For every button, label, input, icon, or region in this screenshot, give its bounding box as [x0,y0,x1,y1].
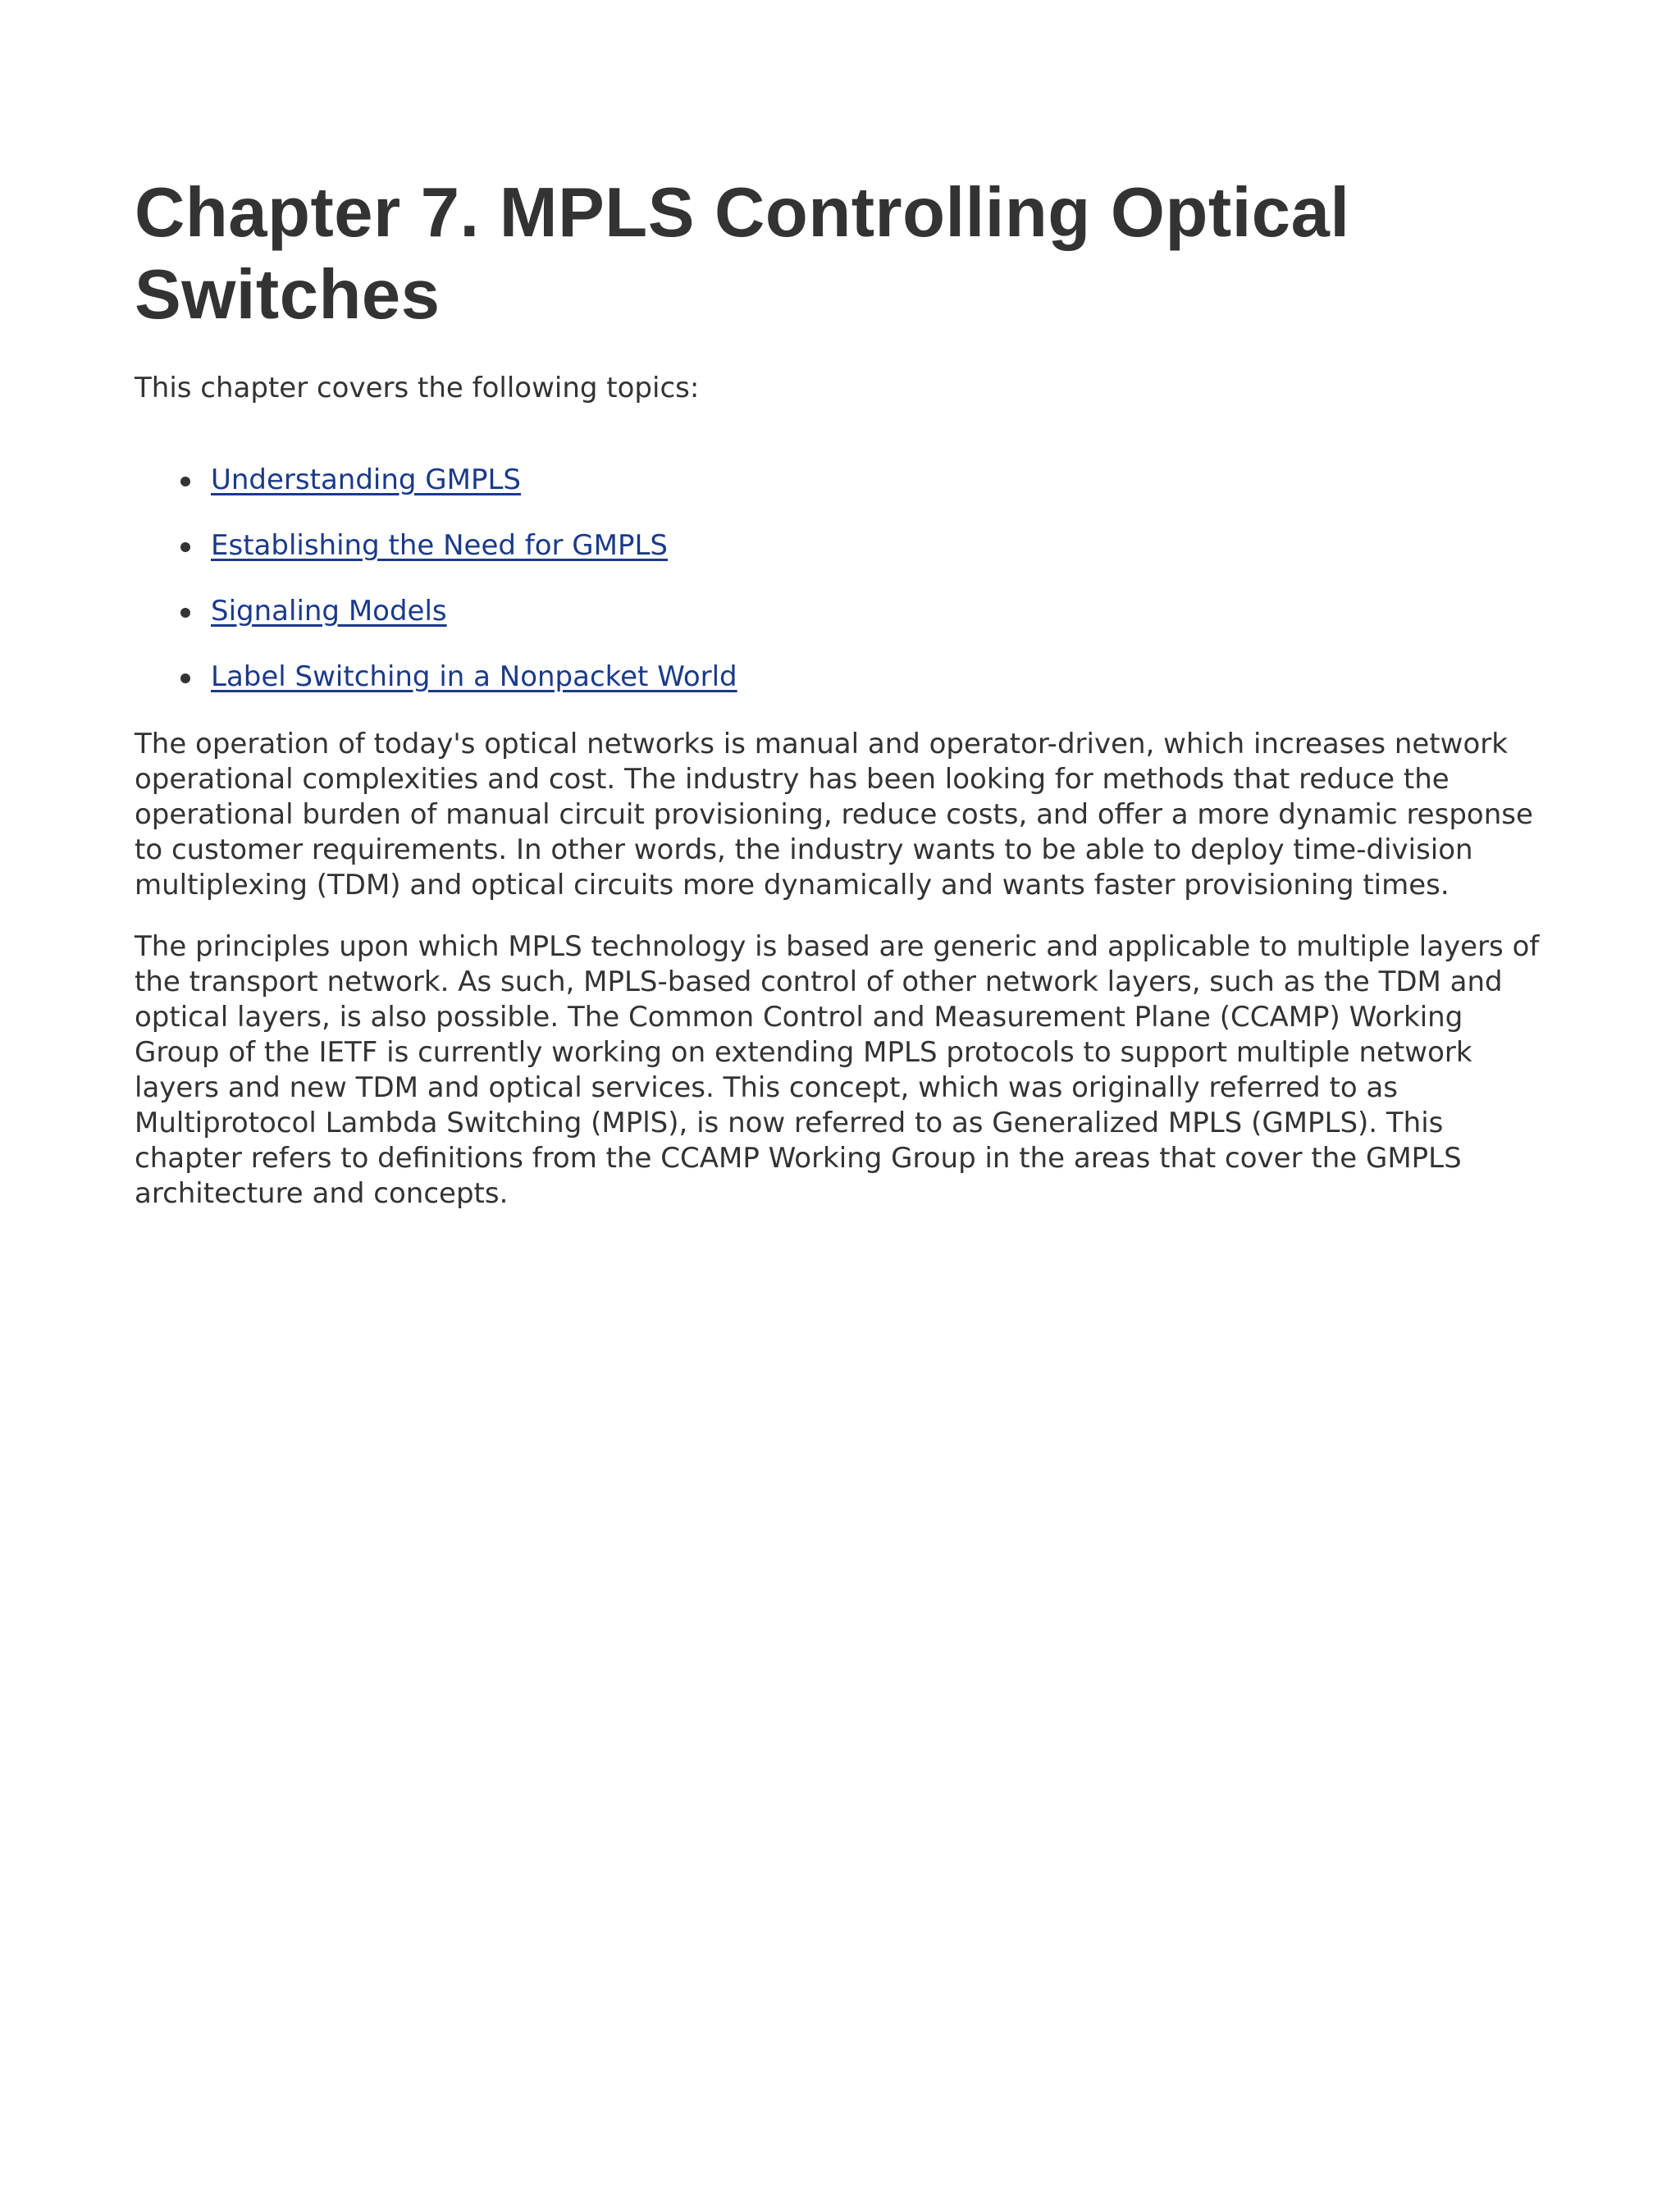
bullet-icon [180,673,190,683]
topics-list [135,454,1545,717]
list-item [135,586,1545,651]
topic-link-label-switching[interactable]: Label Switching in a Nonpacket World [211,660,737,693]
topic-link-establishing-need[interactable]: Establishing the Need for GMPLS [211,529,669,562]
topic-link-understanding-gmpls[interactable]: Understanding GMPLS [211,463,522,496]
body-paragraph-principles: The principles upon which MPLS technology is based are generic and applicable to multiple layers of the transport network. As such, MPLS-based control of other network layers, such as the TDM and optical layers, is also possible. The Common Control and Measurement Plane (CCAMP) Working Group of the IETF is currently working on extending MPLS protocols to support multiple network layers and new TDM and optical services. This concept, which was originally referred to as Multiprotocol Lambda Switching (MPlS), is now referred to as Generalized MPLS (GMPLS). This chapter refers to definitions from the CCAMP Working Group in the areas that cover the GMPLS architecture and concepts. [135,930,1540,1210]
bullet-icon [180,608,190,618]
topic-link-signaling-models[interactable]: Signaling Models [211,595,447,628]
topics-intro: This chapter covers the following topics: [135,372,700,404]
body-paragraph-operation: The operation of today's optical networks is manual and operator-driven, which increases network operational complexities and cost. The industry has been looking for methods that reduce the operational burden of manual circuit provisioning, reduce costs, and offer a more dynamic response to customer requirements. In other words, the industry wants to be able to deploy time-division multiplexing (TDM) and optical circuits more dynamically and wants faster provisioning times. [135,728,1533,902]
list-item [135,520,1545,586]
list-item [135,651,1545,717]
document-page [135,172,1545,1212]
chapter-title: Chapter 7. MPLS Controlling Optical Switches [135,174,1350,334]
bullet-icon [180,477,190,486]
bullet-icon [180,542,190,552]
list-item [135,454,1545,520]
